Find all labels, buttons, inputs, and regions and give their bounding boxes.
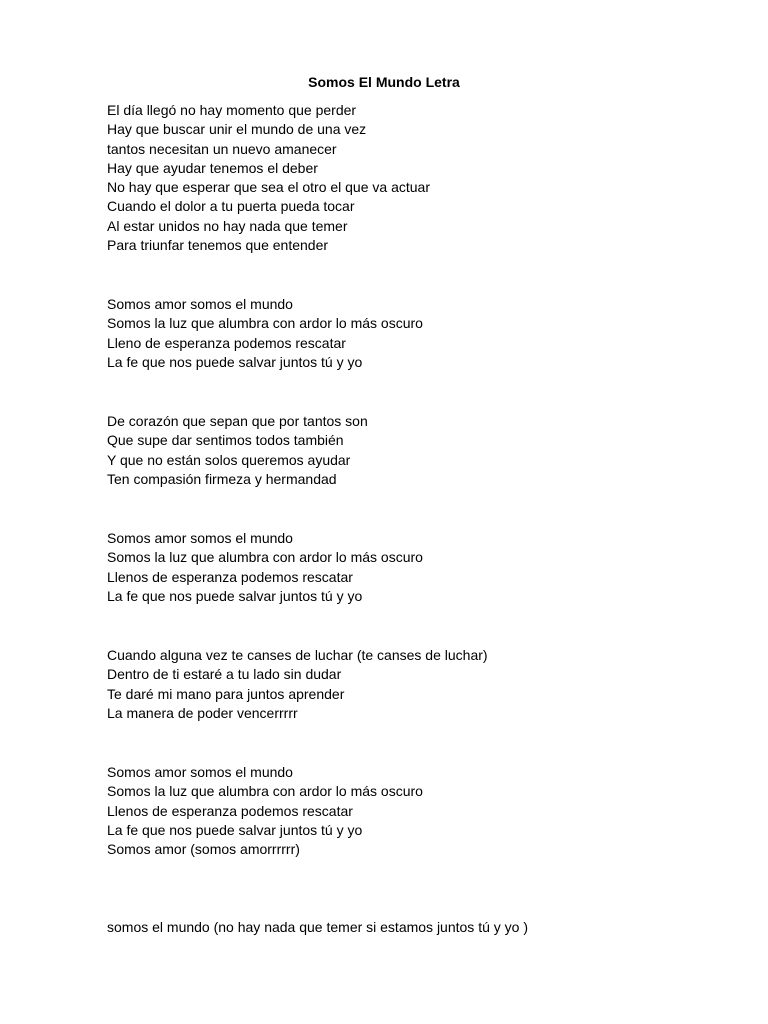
stanza-1: [107, 101, 727, 255]
lyric-line: Somos la luz que alumbra con ardor lo más oscuro: [107, 549, 423, 566]
lyric-line: Hay que buscar unir el mundo de una vez: [107, 121, 367, 138]
lyric-line: Somos amor somos el mundo: [107, 296, 293, 312]
lyric-line: No hay que esperar que sea el otro el que va actuar: [107, 179, 430, 196]
lyric-line: somos el mundo (no hay nada que temer si estamos juntos tú y yo ): [107, 919, 528, 935]
lyric-line: Que supe dar sentimos todos también: [107, 432, 344, 449]
stanza-4: [107, 529, 727, 606]
stanza-5: [107, 646, 727, 723]
stanza-3: [107, 412, 727, 489]
lyric-line: Al estar unidos no hay nada que temer: [107, 217, 348, 234]
lyric-line: Somos la luz que alumbra con ardor lo más oscuro: [107, 783, 423, 800]
lyric-line: Para triunfar tenemos que entender: [107, 237, 329, 254]
lyric-line: Somos amor somos el mundo: [107, 764, 293, 780]
lyric-line: Cuando alguna vez te canses de luchar (te canses de luchar): [107, 647, 488, 663]
lyric-line: tantos necesitan un nuevo amanecer: [107, 140, 337, 157]
lyric-line: Dentro de ti estaré a tu lado sin dudar: [107, 666, 342, 683]
lyric-line: Ten compasión firmeza y hermandad: [107, 470, 337, 487]
lyric-line: La fe que nos puede salvar juntos tú y yo: [107, 353, 363, 370]
lyric-line: Y que no están solos queremos ayudar: [107, 451, 351, 468]
lyric-line: Cuando el dolor a tu puerta pueda tocar: [107, 198, 355, 215]
lyric-line: La fe que nos puede salvar juntos tú y yo: [107, 587, 363, 604]
lyric-line: Lleno de esperanza podemos rescatar: [107, 334, 346, 351]
lyric-line: La manera de poder vencerrrrr: [107, 704, 298, 721]
lyric-line: El día llegó no hay momento que perder: [107, 102, 357, 118]
stanza-7: [107, 918, 727, 937]
lyric-line: Somos amor (somos amorrrrrr): [107, 841, 300, 858]
lyric-line: Somos la luz que alumbra con ardor lo más oscuro: [107, 315, 423, 332]
lyric-line: De corazón que sepan que por tantos son: [107, 413, 368, 429]
page-title: Somos El Mundo Letra: [308, 74, 460, 90]
lyric-line: Hay que ayudar tenemos el deber: [107, 159, 318, 176]
lyric-line: Llenos de esperanza podemos rescatar: [107, 568, 353, 585]
lyric-line: Llenos de esperanza podemos rescatar: [107, 802, 353, 819]
lyric-line: La fe que nos puede salvar juntos tú y yo: [107, 821, 363, 838]
lyric-line: Somos amor somos el mundo: [107, 530, 293, 546]
lyric-line: Te daré mi mano para juntos aprender: [107, 685, 345, 702]
stanza-6: [107, 763, 727, 859]
stanza-2: [107, 295, 727, 372]
